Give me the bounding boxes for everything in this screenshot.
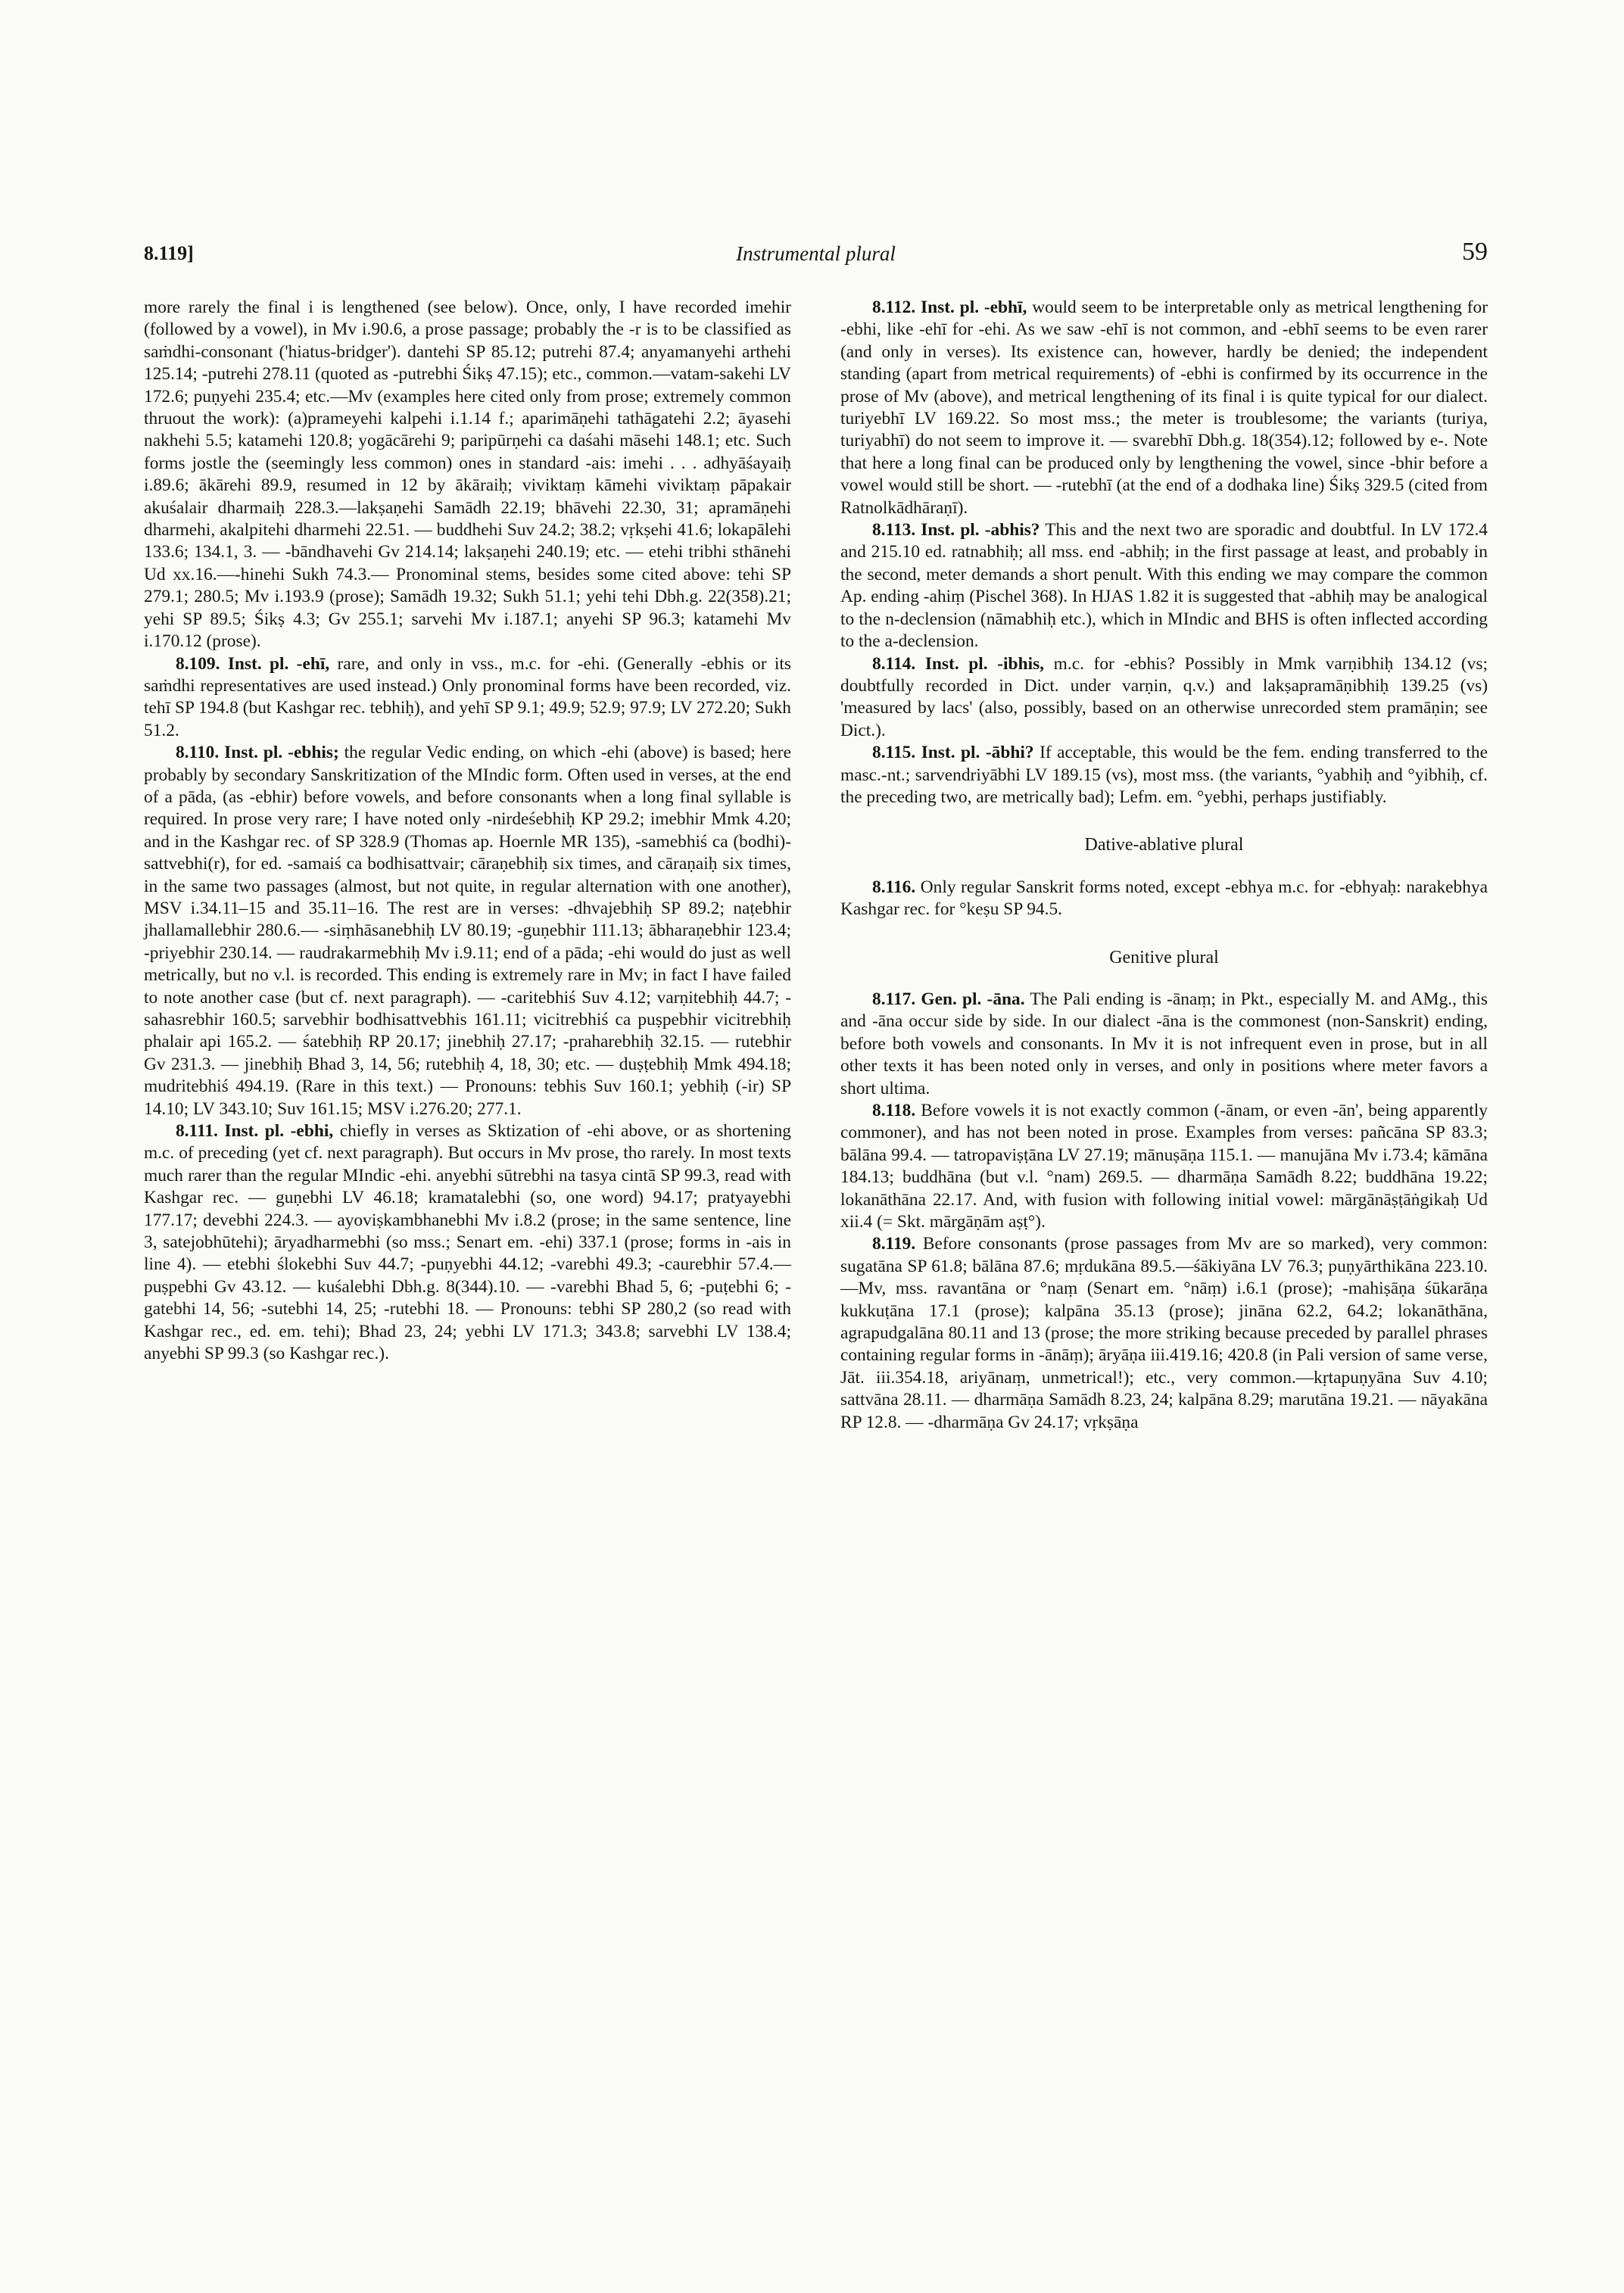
- subsection-heading: Dative-ablative plural: [1084, 835, 1244, 855]
- paragraph-number: 8.111.: [176, 1121, 218, 1142]
- paragraph: [840, 297, 1488, 519]
- paragraph: [144, 1120, 791, 1365]
- paragraph: [840, 989, 1488, 1100]
- paragraph-heading: Inst. pl. -ibhis,: [924, 653, 1045, 674]
- paragraph-heading: Inst. pl. -ebhis;: [224, 743, 339, 763]
- paragraph-text: If acceptable, this would be the fem. ending transferred to the masc.-nt.; sarvendriyābhi LV 189.15 (vs), most mss. (the variants, °yabhiḥ and °yibhiḥ, cf. the preceding two, are metrically bad); Lefm. em. °yebhi, perhaps justifiably.: [840, 743, 1488, 807]
- page-number: 59: [1462, 238, 1488, 266]
- paragraph-text: would seem to be interpretable only as metrical lengthening for -ebhi, like -ehī for -ehi. As we saw -ehī is not common, and -ebhī seems to be even rarer (and only in verses). Its existence can, however, hardly be denied; the independent standing (apart from metrical requirements) of -ebhi is confirmed by its occurrence in the prose of Mv (above), and metrical lengthening of its final i is quite typical for our dialect. turiyebhī LV 169.22. So most mss.; the meter is troublesome; the variants (turiya, turiyabhī) do not seem to improve it. — svarebhī Dbh.g. 18(354).12; followed by e-. Note that here a long final can be produced only by lengthening the vowel, since -bhir before a vowel would still be short. — -rutebhī (at the end of a dodhaka line) Śikṣ 329.5 (cited from Ratnolkādhāraṇī).: [840, 298, 1488, 518]
- paragraph: [144, 653, 791, 743]
- paragraph: [144, 742, 791, 1120]
- running-title: Instrumental plural: [736, 242, 896, 265]
- paragraph-text: the regular Vedic ending, on which -ehi (above) is based; here probably by secondary Sanskritization of the MIndic form. Often used in verses, at the end of a pāda, (as -ebhir) before vowels, and before consonants when a long final syllable is required. In prose very rare; I have noted only -nirdeśebhiḥ KP 29.2; imebhir Mmk 4.20; and in the Kashgar rec. of SP 328.9 (Thomas ap. Hoernle MR 135), -samebhiś ca (bodhi)-sattvebhi(r), for ed. -samaiś ca bodhisattvair; cāraṇebhiḥ six times, and cāraṇaiḥ six times, in the same two passages (almost, but not quite, in regular alternation with one another), MSV i.34.11–15 and 35.11–16. The rest are in verses: -dhvajebhiḥ SP 89.2; naṭebhir jhallamallebhir 280.6.— -siṃhāsanebhiḥ LV 80.19; -guṇebhir 111.13; ābharaṇebhir 123.4; -priyebhir 230.14. — raudrakarmebhiḥ Mv i.9.11; end of a pāda; -ehi would do just as well metrically, but no v.l. is recorded. This ending is extremely rare in Mv; in fact I have failed to note another case (but cf. next paragraph). — -caritebhiś Suv 4.12; varṇitebhiḥ 44.7; -sahasrebhir 160.5; sarvebhir bodhisattvebhis 161.11; vicitrebhiś ca puṣpebhir vicitrebhiḥ phalair api 165.2. — śatebhiḥ RP 20.17; jinebhiḥ 27.17; -praharebhiḥ 32.15. — rutebhir Gv 231.3. — jinebhiḥ Bhad 3, 14, 56; rutebhiḥ 4, 18, 30; etc. — duṣṭebhiḥ Mmk 494.18; mudritebhiś 494.19. (Rare in this text.) — Pronouns: tebhis Suv 160.1; yebhiḥ (-ir) SP 14.10; LV 343.10; Suv 161.15; MSV i.276.20; 277.1.: [144, 743, 791, 1119]
- paragraph-text: chiefly in verses as Sktization of -ehi above, or as shortening m.c. of preceding (yet cf. next paragraph). But occurs in Mv prose, tho rarely. In most texts much rarer than the regular MIndic -ehi. anyebhi sūtrebhi na tasya cintā SP 99.3, read with Kashgar rec. — guṇebhi LV 46.18; kramatalebhi (so, one word) 94.17; pratyayebhi 177.17; devebhi 224.3. — ayoviṣkambhanebhi Mv i.8.2 (prose; in the same sentence, line 3, satejobhūtehi); āryadharmebhi (so mss.; Senart em. -ehi) 337.1 (prose; forms in -ais in line 4). — etebhi ślokebhi Suv 44.7; -puṇyebhi 44.12; -varebhi 49.3; -caurebhir 57.4.—puṣpebhi Gv 43.12. — kuśalebhi Dbh.g. 8(344).10. — -varebhi Bhad 5, 6; -puṭebhi 6; -gatebhi 14, 56; -sutebhi 14, 25; -rutebhi 18. — Pronouns: tebhi SP 280,2 (so read with Kashgar rec., ed. em. tehi); Bhad 23, 24; yebhi LV 171.3; 343.8; sarvebhi LV 138.4; anyebhi SP 99.3 (so Kashgar rec.).: [144, 1121, 791, 1364]
- paragraph-text: m.c. for -ebhis? Possibly in Mmk varṇibhiḥ 134.12 (vs; doubtfully recorded in Dict. under varṇin, q.v.) and lakṣapramāṇibhiḥ 139.25 (vs) 'measured by lacs' (also, possibly, based on an otherwise unrecorded stem pramāṇin; see Dict.).: [840, 653, 1488, 740]
- paragraph: [840, 1100, 1488, 1233]
- paragraph: [840, 653, 1488, 743]
- paragraph-number: 8.113.: [872, 520, 916, 541]
- paragraph: [840, 519, 1488, 653]
- paragraph: [840, 1233, 1488, 1434]
- left-text-column: [144, 297, 791, 1366]
- paragraph-number: 8.110.: [176, 743, 220, 763]
- paragraph-text: Before consonants (prose passages from Mv are so marked), very common: sugatāna SP 61.8; bālāna 87.6; mṛdukāna 89.5.—śākiyāna LV 76.3; puṇyārthikāna 223.10.—Mv, mss. ravantāna or °naṃ (Senart em. °nāṃ) i.6.1 (prose); -mahiṣāṇa śūkarāṇa kukkuṭāna 17.1 (prose); kalpāna 35.13 (prose); jināna 62.2, 64.2; lokanāthāna, agrapudgalāna 80.11 and 13 (prose; the more striking because preceded by parallel phrases containing regular forms in -ānāṃ); āryāṇa iii.419.16; 420.8 (in Pali version of same verse, Jāt. iii.354.18, ariyānaṃ, unmetrical!); etc., very common.—kṛtapuṇyāna Suv 4.10; sattvāna 28.11. — dharmāṇa Samādh 8.23, 24; kalpāna 8.29; marutāna 19.21. — nāyakāna RP 12.8. — -dharmāṇa Gv 24.17; vṛkṣāṇa: [840, 1234, 1488, 1432]
- paragraph-text: This and the next two are sporadic and doubtful. In LV 172.4 and 215.10 ed. ratnabhiḥ; all mss. end -abhiḥ; in the first passage at least, and probably in the second, meter demands a short penult. With this ending we may compare the common Ap. ending -ahiṃ (Pischel 368). In HJAS 1.82 it is suggested that -abhiḥ may be analogical to the n-declension (nāmabhiḥ etc.), which in MIndic and BHS is often inflected according to the a-declension.: [840, 520, 1488, 652]
- right-text-column: [840, 297, 1488, 1434]
- paragraph-text: more rarely the final i is lengthened (see below). Once, only, I have recorded imehir (followed by a vowel), in Mv i.90.6, a prose passage; probably the -r is to be classified as saṁdhi-consonant ('hiatus-bridger'). dantehi SP 85.12; putrehi 87.4; anyamanyehi arthehi 125.14; -putrehi 278.11 (quoted as -putrebhi Śikṣ 47.15); etc., common.—vatam-sakehi LV 172.6; puṇyehi 235.4; etc.—Mv (examples here cited only from prose; extremely common thruout the work): (a)prameyehi kalpehi i.1.14 f.; aparimāṇehi tathāgatehi 2.2; āyasehi nakhehi 5.5; katamehi 120.8; yogācārehi 9; paripūrṇehi ca daśahi māsehi 148.1; etc. Such forms jostle the (seemingly less common) ones in standard -ais: imehi . . . adhyāśayaiḥ i.89.6; ākārehi 89.9, resumed in 12 by ākāraiḥ; viviktaṃ kāmehi viviktaṃ pāpakair akuśalair dharmaiḥ 228.3.—lakṣaṇehi Samādh 22.19; bhāvehi 22.30, 31; apramāṇehi dharmehi, akalpitehi dharmehi 22.51. — buddhehi Suv 24.2; 38.2; vṛkṣehi 41.6; lokapālehi 133.6; 134.1, 3. — -bāndhavehi Gv 214.14; lakṣaṇehi 240.19; etc. — etehi tribhi sthānehi Ud xx.16.—-hinehi Sukh 74.3.— Pronominal stems, besides some cited above: tehi SP 279.1; 280.5; Mv i.193.9 (prose); Samādh 19.32; Sukh 51.1; yehi tehi Dbh.g. 22(358).21; yehi SP 89.5; Śikṣ 4.3; Gv 255.1; sarvehi Mv i.187.1; anyehi SP 96.3; katamehi Mv i.170.12 (prose).: [144, 298, 791, 652]
- paragraph: [144, 297, 791, 653]
- paragraph-heading: Inst. pl. -ābhi?: [921, 743, 1034, 763]
- paragraph-heading: Gen. pl. -āna.: [921, 989, 1025, 1009]
- paragraph-number: 8.116.: [872, 877, 916, 897]
- paragraph-number: 8.115.: [872, 743, 916, 763]
- paragraph-number: 8.112.: [872, 298, 916, 317]
- paragraph-number: 8.118.: [872, 1101, 916, 1120]
- running-header: [144, 238, 1488, 279]
- paragraph-text: The Pali ending is -ānaṃ; in Pkt., especially M. and AMg., this and -āna occur side by side. In our dialect -āna is the commonest (non-Sanskrit) ending, before both vowels and consonants. In Mv it is not infrequent even in prose, but in all other texts it has been noted only in verses, and only in positions where meter favors a short ultima.: [840, 989, 1488, 1098]
- paragraph-heading: Inst. pl. -ebhi,: [224, 1121, 334, 1142]
- section-reference: 8.119]: [144, 242, 194, 264]
- paragraph-text: rare, and only in vss., m.c. for -ehi. (Generally -ebhis or its saṁdhi representatives are used instead.) Only pronominal forms have been recorded, viz. tehī SP 194.8 (but Kashgar rec. tebhiḥ), and yehī SP 9.1; 49.9; 52.9; 97.9; LV 272.20; Sukh 51.2.: [144, 653, 791, 740]
- paragraph-number: 8.109.: [176, 653, 220, 674]
- paragraph: [840, 742, 1488, 808]
- paragraph-number: 8.114.: [872, 653, 916, 674]
- paragraph-heading: Inst. pl. -abhis?: [921, 520, 1040, 541]
- paragraph-text: Before vowels it is not exactly common (-ānam, or even -ān', being apparently commoner), and has not been noted in prose. Examples from verses: pañcāna SP 83.3; bālāna 99.4. — tatropaviṣṭāna LV 27.19; mānuṣāṇa 115.1. — manujāna Mv i.73.4; kāmāna 184.13; buddhāna (but v.l. °nam) 269.5. — dharmāṇa Samādh 8.22; buddhāna 19.22; lokanāthāna 22.17. And, with fusion with following initial vowel: mārgānāṣṭāṅgikaḥ Ud xii.4 (= Skt. mārgāṇām aṣṭ°).: [840, 1101, 1488, 1232]
- paragraph-number: 8.119.: [872, 1234, 916, 1254]
- paragraph: [840, 877, 1488, 921]
- paragraph-heading: Inst. pl. -ehī,: [227, 653, 330, 674]
- subsection-heading: Genitive plural: [1109, 947, 1219, 967]
- paragraph-text: Only regular Sanskrit forms noted, except -ebhya m.c. for -ebhyaḥ: narakebhya Kashgar rec. for °keṣu SP 94.5.: [840, 877, 1488, 920]
- paragraph-number: 8.117.: [872, 989, 916, 1009]
- paragraph-heading: Inst. pl. -ebhī,: [921, 298, 1027, 317]
